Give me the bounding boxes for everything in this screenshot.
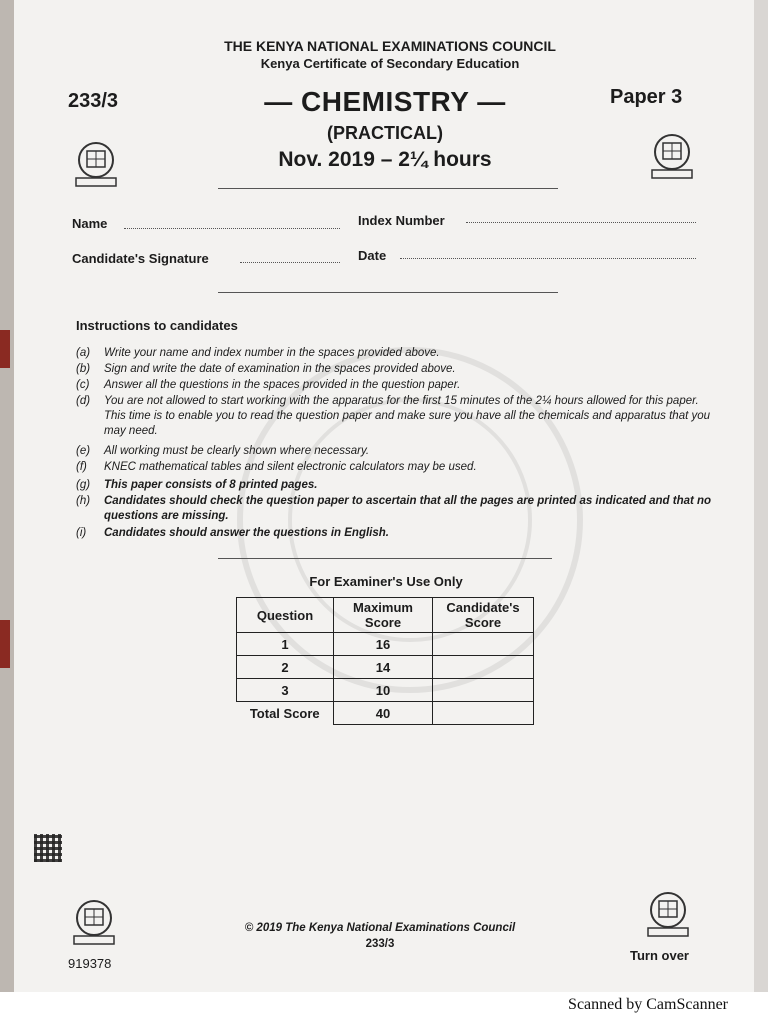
column-header: Candidate's Score bbox=[433, 598, 534, 633]
question-number: 1 bbox=[237, 633, 334, 656]
index-number-field[interactable] bbox=[466, 222, 696, 223]
turn-over-note: Turn over bbox=[630, 948, 689, 963]
kenya-coat-of-arms-icon bbox=[644, 128, 700, 184]
total-maximum-score: 40 bbox=[334, 702, 433, 725]
examiner-table-title: For Examiner's Use Only bbox=[309, 574, 463, 589]
instruction-item: (d) You are not allowed to start working with the apparatus for the first 15 minutes of the 2¼ hours allowed for this paper. This time is to enable you to read the question paper and make sure you have all the chemicals and apparatus that you may need. bbox=[76, 395, 711, 437]
divider bbox=[218, 558, 552, 559]
council-name: THE KENYA NATIONAL EXAMINATIONS COUNCIL bbox=[224, 38, 556, 54]
table-row bbox=[237, 656, 534, 679]
name-label: Name bbox=[72, 216, 108, 231]
edge-mark bbox=[0, 330, 10, 368]
edge-mark bbox=[0, 620, 10, 668]
date-label: Date bbox=[358, 248, 387, 263]
instruction-item: (e) All working must be clearly shown where necessary. bbox=[76, 445, 370, 457]
candidate-score-cell[interactable] bbox=[433, 679, 534, 702]
table-row bbox=[237, 633, 534, 656]
page-edge bbox=[0, 0, 14, 1024]
exam-session: Nov. 2019 – 2¼ hours bbox=[278, 148, 492, 171]
name-field[interactable] bbox=[124, 228, 340, 229]
column-header: Maximum Score bbox=[334, 598, 433, 633]
candidate-score-cell[interactable] bbox=[433, 633, 534, 656]
index-number-label: Index Number bbox=[358, 213, 445, 228]
signature-field[interactable] bbox=[240, 262, 340, 263]
instruction-item: (c) Answer all the questions in the spaces provided in the question paper. bbox=[76, 379, 461, 391]
maximum-score: 14 bbox=[334, 656, 433, 679]
instruction-item: (i) Candidates should answer the questions in English. bbox=[76, 527, 389, 539]
instruction-item: (a) Write your name and index number in the spaces provided above. bbox=[76, 347, 440, 359]
subject-subtitle: (PRACTICAL) bbox=[327, 123, 443, 143]
column-header: Question bbox=[237, 598, 334, 633]
examiner-score-table bbox=[236, 597, 534, 725]
instruction-item: (g) This paper consists of 8 printed pages. bbox=[76, 479, 318, 491]
table-header-row bbox=[237, 598, 534, 633]
kenya-coat-of-arms-icon bbox=[68, 136, 124, 192]
kenya-coat-of-arms-icon bbox=[640, 886, 696, 942]
instruction-item: (h) Candidates should check the question paper to ascertain that all the pages are printed as indicated and that no questions are missing. bbox=[76, 495, 712, 522]
paper-number: Paper 3 bbox=[610, 86, 683, 108]
footer-paper-code: 233/3 bbox=[365, 938, 395, 950]
candidate-score-cell[interactable] bbox=[433, 656, 534, 679]
copyright-notice: © 2019 The Kenya National Examinations Council bbox=[244, 922, 516, 934]
maximum-score: 10 bbox=[334, 679, 433, 702]
question-number: 2 bbox=[237, 656, 334, 679]
date-field[interactable] bbox=[400, 258, 696, 259]
subject-title: — CHEMISTRY — bbox=[264, 86, 506, 117]
qr-code-icon bbox=[34, 834, 62, 862]
instruction-item: (f) KNEC mathematical tables and silent electronic calculators may be used. bbox=[76, 461, 477, 473]
maximum-score: 16 bbox=[334, 633, 433, 656]
total-row bbox=[237, 702, 534, 725]
signature-label: Candidate's Signature bbox=[72, 251, 209, 266]
certificate-name: Kenya Certificate of Secondary Education bbox=[260, 56, 520, 71]
serial-number: 919378 bbox=[68, 956, 112, 971]
instructions-title: Instructions to candidates bbox=[76, 318, 238, 333]
total-candidate-score-cell[interactable] bbox=[433, 702, 534, 725]
paper-code: 233/3 bbox=[68, 90, 119, 112]
question-number: 3 bbox=[237, 679, 334, 702]
divider bbox=[218, 292, 558, 293]
scanner-watermark: Scanned by CamScanner bbox=[568, 996, 728, 1013]
instruction-item: (b) Sign and write the date of examination in the spaces provided above. bbox=[76, 363, 456, 375]
table-row bbox=[237, 679, 534, 702]
total-score-label: Total Score bbox=[249, 705, 320, 721]
kenya-coat-of-arms-icon bbox=[66, 894, 122, 950]
divider bbox=[218, 188, 558, 189]
